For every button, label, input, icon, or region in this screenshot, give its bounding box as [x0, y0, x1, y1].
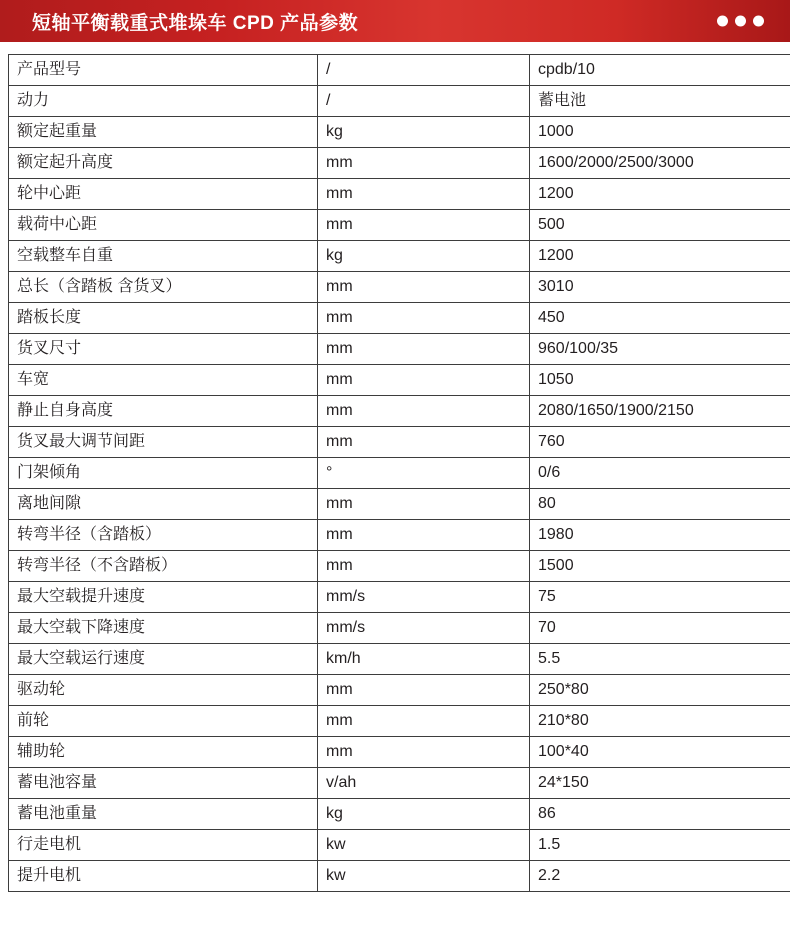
- decorative-dots: [717, 16, 764, 27]
- table-row: [9, 396, 790, 427]
- spec-unit-cell: kg: [318, 241, 530, 272]
- spec-unit-cell: /: [318, 55, 530, 86]
- spec-name-cell: 前轮: [9, 706, 318, 737]
- spec-value-cell: 70: [530, 613, 790, 644]
- spec-name-cell: 最大空载提升速度: [9, 582, 318, 613]
- table-row: [9, 489, 790, 520]
- spec-name-cell: 蓄电池容量: [9, 768, 318, 799]
- spec-value-cell: 2080/1650/1900/2150: [530, 396, 790, 427]
- spec-unit-cell: kg: [318, 117, 530, 148]
- spec-name-cell: 总长（含踏板 含货叉）: [9, 272, 318, 303]
- spec-name-cell: 空载整车自重: [9, 241, 318, 272]
- table-row: [9, 241, 790, 272]
- spec-unit-cell: kg: [318, 799, 530, 830]
- spec-value-cell: 1.5: [530, 830, 790, 861]
- spec-value-cell: 1600/2000/2500/3000: [530, 148, 790, 179]
- page-title: 短轴平衡载重式堆垛车 CPD 产品参数: [32, 12, 359, 34]
- spec-name-cell: 货叉最大调节间距: [9, 427, 318, 458]
- spec-unit-cell: mm: [318, 706, 530, 737]
- table-row: [9, 55, 790, 86]
- spec-value-cell: 蓄电池: [530, 86, 790, 117]
- spec-value-cell: cpdb/10: [530, 55, 790, 86]
- spec-name-cell: 踏板长度: [9, 303, 318, 334]
- table-row: [9, 582, 790, 613]
- spec-name-cell: 蓄电池重量: [9, 799, 318, 830]
- spec-value-cell: 1500: [530, 551, 790, 582]
- table-row: [9, 799, 790, 830]
- spec-value-cell: 250*80: [530, 675, 790, 706]
- spec-unit-cell: mm: [318, 551, 530, 582]
- spec-name-cell: 产品型号: [9, 55, 318, 86]
- spec-unit-cell: kw: [318, 861, 530, 892]
- spec-unit-cell: /: [318, 86, 530, 117]
- spec-unit-cell: mm: [318, 272, 530, 303]
- spec-name-cell: 车宽: [9, 365, 318, 396]
- table-row: [9, 303, 790, 334]
- table-row: [9, 644, 790, 675]
- spec-value-cell: 5.5: [530, 644, 790, 675]
- table-row: [9, 148, 790, 179]
- spec-unit-cell: mm: [318, 303, 530, 334]
- spec-value-cell: 210*80: [530, 706, 790, 737]
- table-row: [9, 830, 790, 861]
- spec-value-cell: 760: [530, 427, 790, 458]
- spec-unit-cell: mm: [318, 396, 530, 427]
- dot-icon: [753, 16, 764, 27]
- table-row: [9, 675, 790, 706]
- spec-value-cell: 1050: [530, 365, 790, 396]
- spec-name-cell: 轮中心距: [9, 179, 318, 210]
- spec-value-cell: 0/6: [530, 458, 790, 489]
- spec-name-cell: 转弯半径（不含踏板）: [9, 551, 318, 582]
- spec-value-cell: 1200: [530, 241, 790, 272]
- spec-name-cell: 最大空载运行速度: [9, 644, 318, 675]
- spec-value-cell: 1200: [530, 179, 790, 210]
- spec-unit-cell: mm: [318, 148, 530, 179]
- spec-value-cell: 500: [530, 210, 790, 241]
- table-row: [9, 365, 790, 396]
- spec-table: [8, 54, 790, 892]
- table-row: [9, 427, 790, 458]
- header-banner: [0, 0, 790, 42]
- table-row: [9, 458, 790, 489]
- spec-name-cell: 转弯半径（含踏板）: [9, 520, 318, 551]
- spec-unit-cell: mm/s: [318, 613, 530, 644]
- spec-unit-cell: mm: [318, 427, 530, 458]
- spec-unit-cell: mm: [318, 179, 530, 210]
- spec-table-body: [9, 55, 790, 892]
- spec-value-cell: 24*150: [530, 768, 790, 799]
- spec-unit-cell: °: [318, 458, 530, 489]
- spec-value-cell: 3010: [530, 272, 790, 303]
- table-row: [9, 334, 790, 365]
- spec-value-cell: 75: [530, 582, 790, 613]
- spec-value-cell: 450: [530, 303, 790, 334]
- spec-unit-cell: mm: [318, 489, 530, 520]
- spec-unit-cell: kw: [318, 830, 530, 861]
- spec-name-cell: 门架倾角: [9, 458, 318, 489]
- spec-value-cell: 1000: [530, 117, 790, 148]
- spec-unit-cell: mm/s: [318, 582, 530, 613]
- dot-icon: [717, 16, 728, 27]
- spec-name-cell: 额定起重量: [9, 117, 318, 148]
- spec-name-cell: 动力: [9, 86, 318, 117]
- spec-unit-cell: mm: [318, 334, 530, 365]
- spec-unit-cell: mm: [318, 675, 530, 706]
- spec-value-cell: 960/100/35: [530, 334, 790, 365]
- table-row: [9, 613, 790, 644]
- spec-name-cell: 最大空载下降速度: [9, 613, 318, 644]
- spec-unit-cell: v/ah: [318, 768, 530, 799]
- table-row: [9, 706, 790, 737]
- spec-unit-cell: mm: [318, 365, 530, 396]
- spec-name-cell: 静止自身高度: [9, 396, 318, 427]
- spec-value-cell: 100*40: [530, 737, 790, 768]
- table-row: [9, 551, 790, 582]
- table-row: [9, 179, 790, 210]
- table-row: [9, 272, 790, 303]
- table-row: [9, 737, 790, 768]
- table-row: [9, 768, 790, 799]
- table-row: [9, 86, 790, 117]
- spec-name-cell: 行走电机: [9, 830, 318, 861]
- spec-unit-cell: mm: [318, 210, 530, 241]
- table-row: [9, 520, 790, 551]
- spec-name-cell: 提升电机: [9, 861, 318, 892]
- dot-icon: [735, 16, 746, 27]
- spec-name-cell: 驱动轮: [9, 675, 318, 706]
- table-row: [9, 117, 790, 148]
- spec-value-cell: 80: [530, 489, 790, 520]
- spec-value-cell: 1980: [530, 520, 790, 551]
- spec-unit-cell: mm: [318, 520, 530, 551]
- spec-table-container: [0, 42, 790, 892]
- spec-name-cell: 载荷中心距: [9, 210, 318, 241]
- spec-name-cell: 额定起升高度: [9, 148, 318, 179]
- spec-name-cell: 离地间隙: [9, 489, 318, 520]
- table-row: [9, 861, 790, 892]
- spec-name-cell: 辅助轮: [9, 737, 318, 768]
- spec-value-cell: 2.2: [530, 861, 790, 892]
- spec-value-cell: 86: [530, 799, 790, 830]
- spec-unit-cell: km/h: [318, 644, 530, 675]
- spec-unit-cell: mm: [318, 737, 530, 768]
- table-row: [9, 210, 790, 241]
- spec-name-cell: 货叉尺寸: [9, 334, 318, 365]
